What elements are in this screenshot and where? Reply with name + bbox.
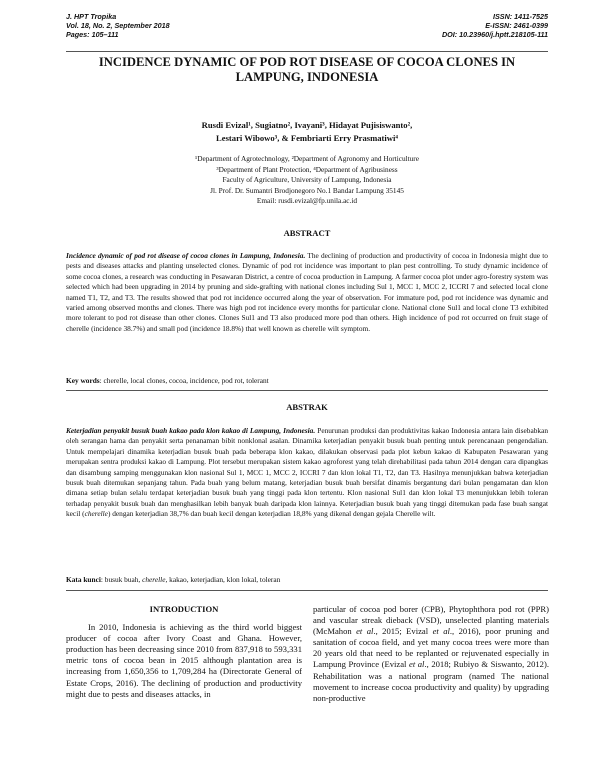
intro-etal: et al	[432, 626, 450, 637]
introduction-heading: INTRODUCTION	[149, 604, 219, 614]
journal-name: J. HPT Tropika	[66, 12, 117, 21]
journal-header-right	[442, 12, 548, 39]
intro-right-column	[313, 604, 549, 704]
keywords-list: : cherelle, local clones, cocoa, incidence, pod rot, tolerant	[99, 376, 269, 385]
abstrak-italic-term: cherelle	[84, 509, 108, 519]
abstract-text	[66, 251, 548, 334]
intro-text: ., 2018; Rubiyo & Siswanto, 2012). Rehabilitation was a national program (named The national movement to increase cocoa productivity and quality) by upgrading non-productive	[313, 659, 549, 703]
abstrak-lead: Keterjadian penyakit busuk buah kakao pada klon kakao di Lampung, Indonesia.	[66, 426, 316, 435]
authors-line-2: Lestari Wibowo³, & Fembriarti Erry Prasmatiwi⁴	[216, 133, 398, 143]
doi: DOI: 10.23960/j.hptt.218105-111	[441, 30, 548, 39]
intro-etal: et al	[409, 659, 425, 670]
kata-kunci-list-end: , kakao, keterjadian, klon lokal, toleran	[165, 575, 281, 584]
abstract-heading: ABSTRACT	[283, 228, 331, 238]
abstrak-body: Penurunan produksi dan produktivitas kakao Indonesia antara lain disebabkan oleh serangan hama dan penyakit serta penanaman bibit nonklonal asalan. Dinamika keterjadian penyakit busuk buah penting untuk perencanaan pengendalian. Untuk mempelajari dinamika keterjadian busuk buah pada beberapa klon kakao, dilakukan observasi pada plot kebun kakao di Kabupaten Pesawaran yang merupakan sentra produksi kakao di Lampung. Plot tersebut merupakan sistem kakao agroforest yang telah direhabilitasi pada tahun 2014 dengan cara dipangkas dan disambung samping menggunakan klon nasional Sul 1, MCC 1, MCC 2, ICCRI 7 dan klon lokal T1, T2, dan T3. Hasilnya menunjukkan bahwa keterjadian busuk buah ditemukan sepanjang tahun. Pada buah yang belum matang, keterjadian busuk buah bersifat dinamis bergantung dari bulan pengamatan dan klon dimana setiap bulan selalu terdapat keterjadian busuk buah yang tinggi pada klon tertentu. Klon nasional Sul1 dan klon lokal T3 menunjukkan lebih toleran terhadap penyakit busuk buah dan menghasilkan lebih banyak buah daripada klon lainnya. Keterjadian busuk buah yang tinggi ditemukan pada fase buah sangat kecil (	[66, 426, 548, 519]
abstract-divider	[66, 390, 548, 391]
abstract-body: The declining of production and productivity of cocoa in Indonesia might due to pests and diseases attacks and planting unselected clones. Dynamic of pod rot incidence was important to plan pest controlling. To study dynamic incidence of some cocoa clones, a research was conducting in Pesawaran District, a centre of cocoa production in Lampung. A farmer cocoa plot under agro-forestry system was selected which had been upgrading in 2014 by pruning and side-grafting with national clones including Sul 1, MCC 1, MCC 2, ICCRI 7 and selected local clone named T1, T2, and T3. The results showed that pod rot incidence occurred along the year of observation. For immature pod, pod rot incidence was dynamic and varied among observed months and clones. There was high pod rot incidence every months for particular clone. National clone Sul1 and local clone T3 exhibited more tolerant to pod rot disease than other clones. Clones Sul1 and T3 also produced more pod than others. High incidence of pod rot occurred on fruit stage of cherelle (incidence 38.7%) and small pod (incidence 18.8%) that well known as cherelle wilt symptom.	[66, 251, 548, 333]
intro-etal: et al	[356, 626, 374, 637]
kata-kunci	[66, 575, 548, 584]
affiliation-line: Jl. Prof. Dr. Sumantri Brodjonegoro No.1 Bandar Lampung 35145	[210, 185, 404, 195]
header-divider	[66, 51, 548, 52]
keywords-label: Key words	[66, 376, 100, 385]
intro-paragraph: In 2010, Indonesia is achieving as the third world biggest producer of cocoa after Ivory Coast and Ghana. However, production has been decreasing since 2010 from 837,918 to 593,331 metric tons of cocoa bean in 2015 although plantation area is increasing from 1,650,356 to 1,709,284 ha (Directorate General of Estate Crops, 2016). The declining of production and productivity might due to pests and diseases attacks, in	[66, 622, 302, 699]
abstrak-body-end: ) dengan keterjadian 38,7% dan buah kecil dengan keterjadian 18,8% yang dikenal dengan gejala Cherelle wilt.	[107, 509, 436, 519]
affiliations	[70, 154, 544, 207]
affiliation-line: Faculty of Agriculture, University of Lampung, Indonesia	[222, 175, 392, 184]
abstrak-text	[66, 426, 548, 520]
keywords	[66, 376, 548, 385]
affiliation-line: ¹Department of Agrotechnology, ²Department of Agronomy and Horticulture	[195, 154, 419, 163]
author-list	[70, 119, 544, 145]
journal-volume: Vol. 18, No. 2, September 2018	[66, 21, 170, 30]
kata-kunci-italic: cherelle	[142, 575, 166, 584]
eissn: E-ISSN: 2461-0399	[485, 21, 548, 30]
authors-line-1: Rusdi Evizal¹, Sugiatno², Ivayani³, Hidayat Pujisiswanto²,	[201, 120, 413, 130]
paper-title: INCIDENCE DYNAMIC OF POD ROT DISEASE OF COCOA CLONES IN LAMPUNG, INDONESIA	[98, 55, 516, 84]
author-email: Email: rusdi.evizal@fp.unila.ac.id	[256, 196, 358, 205]
intro-text: particular of cocoa pod borer (CPB), Phytophthora pod rot (PPR) and vascular streak dieback (VSD), unselected planting materials (McMahon	[313, 604, 549, 637]
abstract-lead: Incidence dynamic of pod rot disease of cocoa clones in Lampung, Indonesia.	[66, 251, 306, 260]
kata-kunci-list: : busuk buah,	[100, 575, 143, 584]
kata-kunci-label: Kata kunci	[66, 575, 101, 584]
abstrak-divider	[66, 590, 548, 591]
journal-pages: Pages: 105–111	[66, 30, 119, 39]
intro-text: ., 2016), poor pruning and sanitation of cocoa field, and yet many cocoa trees were more than 20 years old that need to be replanted or rejuvenated especially in Lampung Province (Evizal	[313, 626, 550, 670]
journal-header-left	[66, 12, 170, 39]
issn: ISSN: 1411-7525	[492, 12, 548, 21]
intro-left-column	[66, 604, 302, 700]
affiliation-line: ³Department of Plant Protection, ⁴Department of Agribusiness	[216, 164, 398, 174]
intro-text: ., 2015; Evizal	[373, 626, 433, 637]
abstrak-heading: ABSTRAK	[286, 402, 328, 412]
